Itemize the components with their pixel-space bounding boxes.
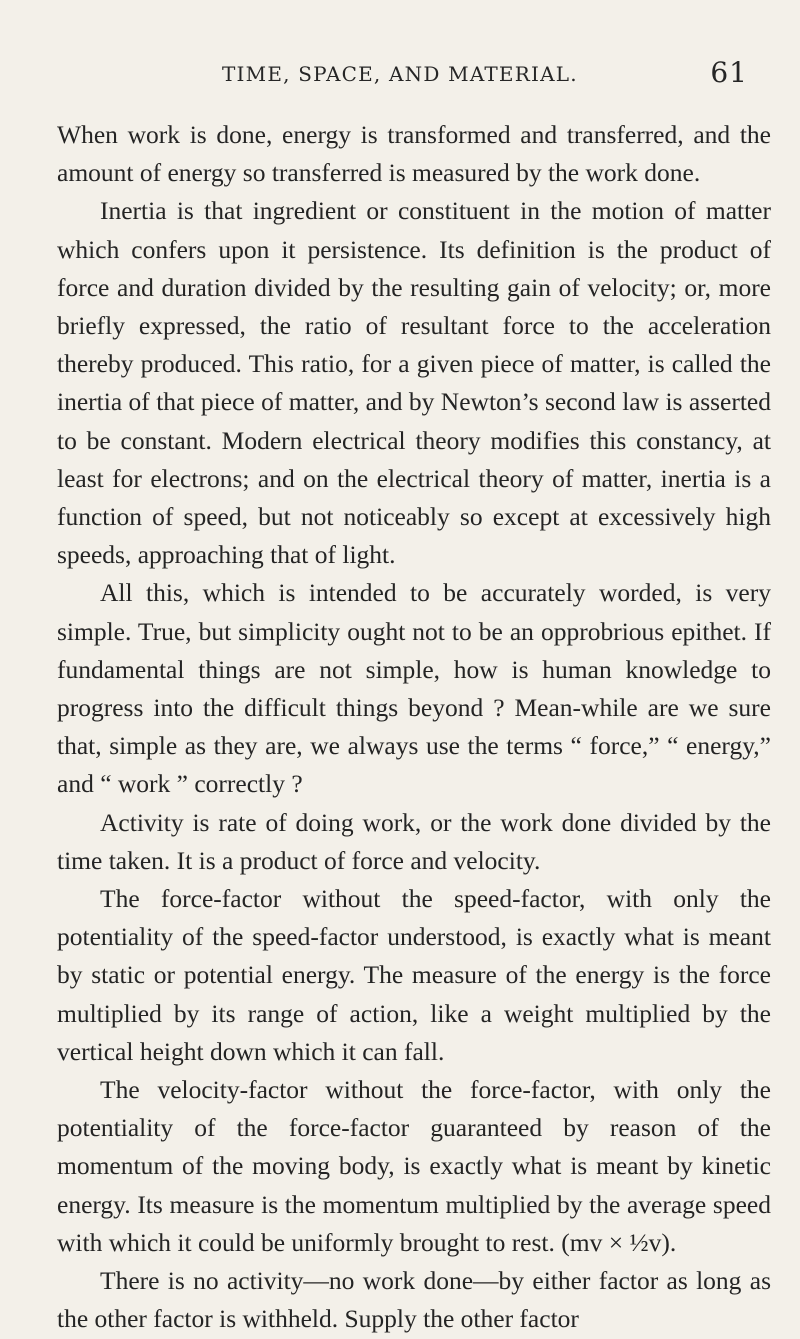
body-text	[57, 116, 771, 1339]
paragraph-work-energy: When work is done, energy is transformed and transferred, and the amount of energy so transferred is measured by the work done.	[57, 120, 771, 188]
running-head	[60, 56, 770, 94]
paragraph-inertia: Inertia is that ingredient or constituent in the motion of matter which confers upon it persistence. Its definition is the product of force and duration divided by the resulting gain of velocity; or, more briefly expressed, the ratio of resultant force to the acceleration thereby produced. This ratio, for a given piece of matter, is called the inertia of that piece of matter, and by Newton’s second law is asserted to be constant. Modern electrical theory modifies this constancy, at least for electrons; and on the electrical theory of matter, inertia is a function of speed, but not noticeably so except at excessively high speeds, approaching that of light.	[57, 196, 771, 570]
running-title: TIME, SPACE, AND MATERIAL.	[222, 62, 578, 86]
paragraph-force-factor: The force-factor without the speed-factor, with only the potentiality of the speed-factor understood, is exactly what is meant by static or potential energy. The measure of the energy is the force multiplied by its range of action, like a weight multiplied by the vertical height down which it can fall.	[57, 884, 771, 1066]
paragraph-no-activity: There is no activity—no work done—by either factor as long as the other factor is withheld. Supply the other factor	[57, 1266, 771, 1334]
paragraph-activity: Activity is rate of doing work, or the work done divided by the time taken. It is a product of force and velocity.	[57, 807, 771, 875]
page-number: 61	[710, 56, 748, 89]
paragraph-simplicity: All this, which is intended to be accurately worded, is very simple. True, but simplicity ought not to be an opprobrious epithet. If fundamental things are not simple, how is human knowledge to progress into the difficult things beyond ? Mean-while are we sure that, simple as they are, we always use the terms “ force,” “ energy,” and “ work ” correctly ?	[57, 578, 771, 799]
paragraph-velocity-factor: The velocity-factor without the force-factor, with only the potentiality of the force-factor guaranteed by reason of the momentum of the moving body, is exactly what is meant by kinetic energy. Its measure is the momentum multiplied by the average speed with which it could be uniformly brought to rest. (mv × ½v).	[57, 1075, 771, 1257]
